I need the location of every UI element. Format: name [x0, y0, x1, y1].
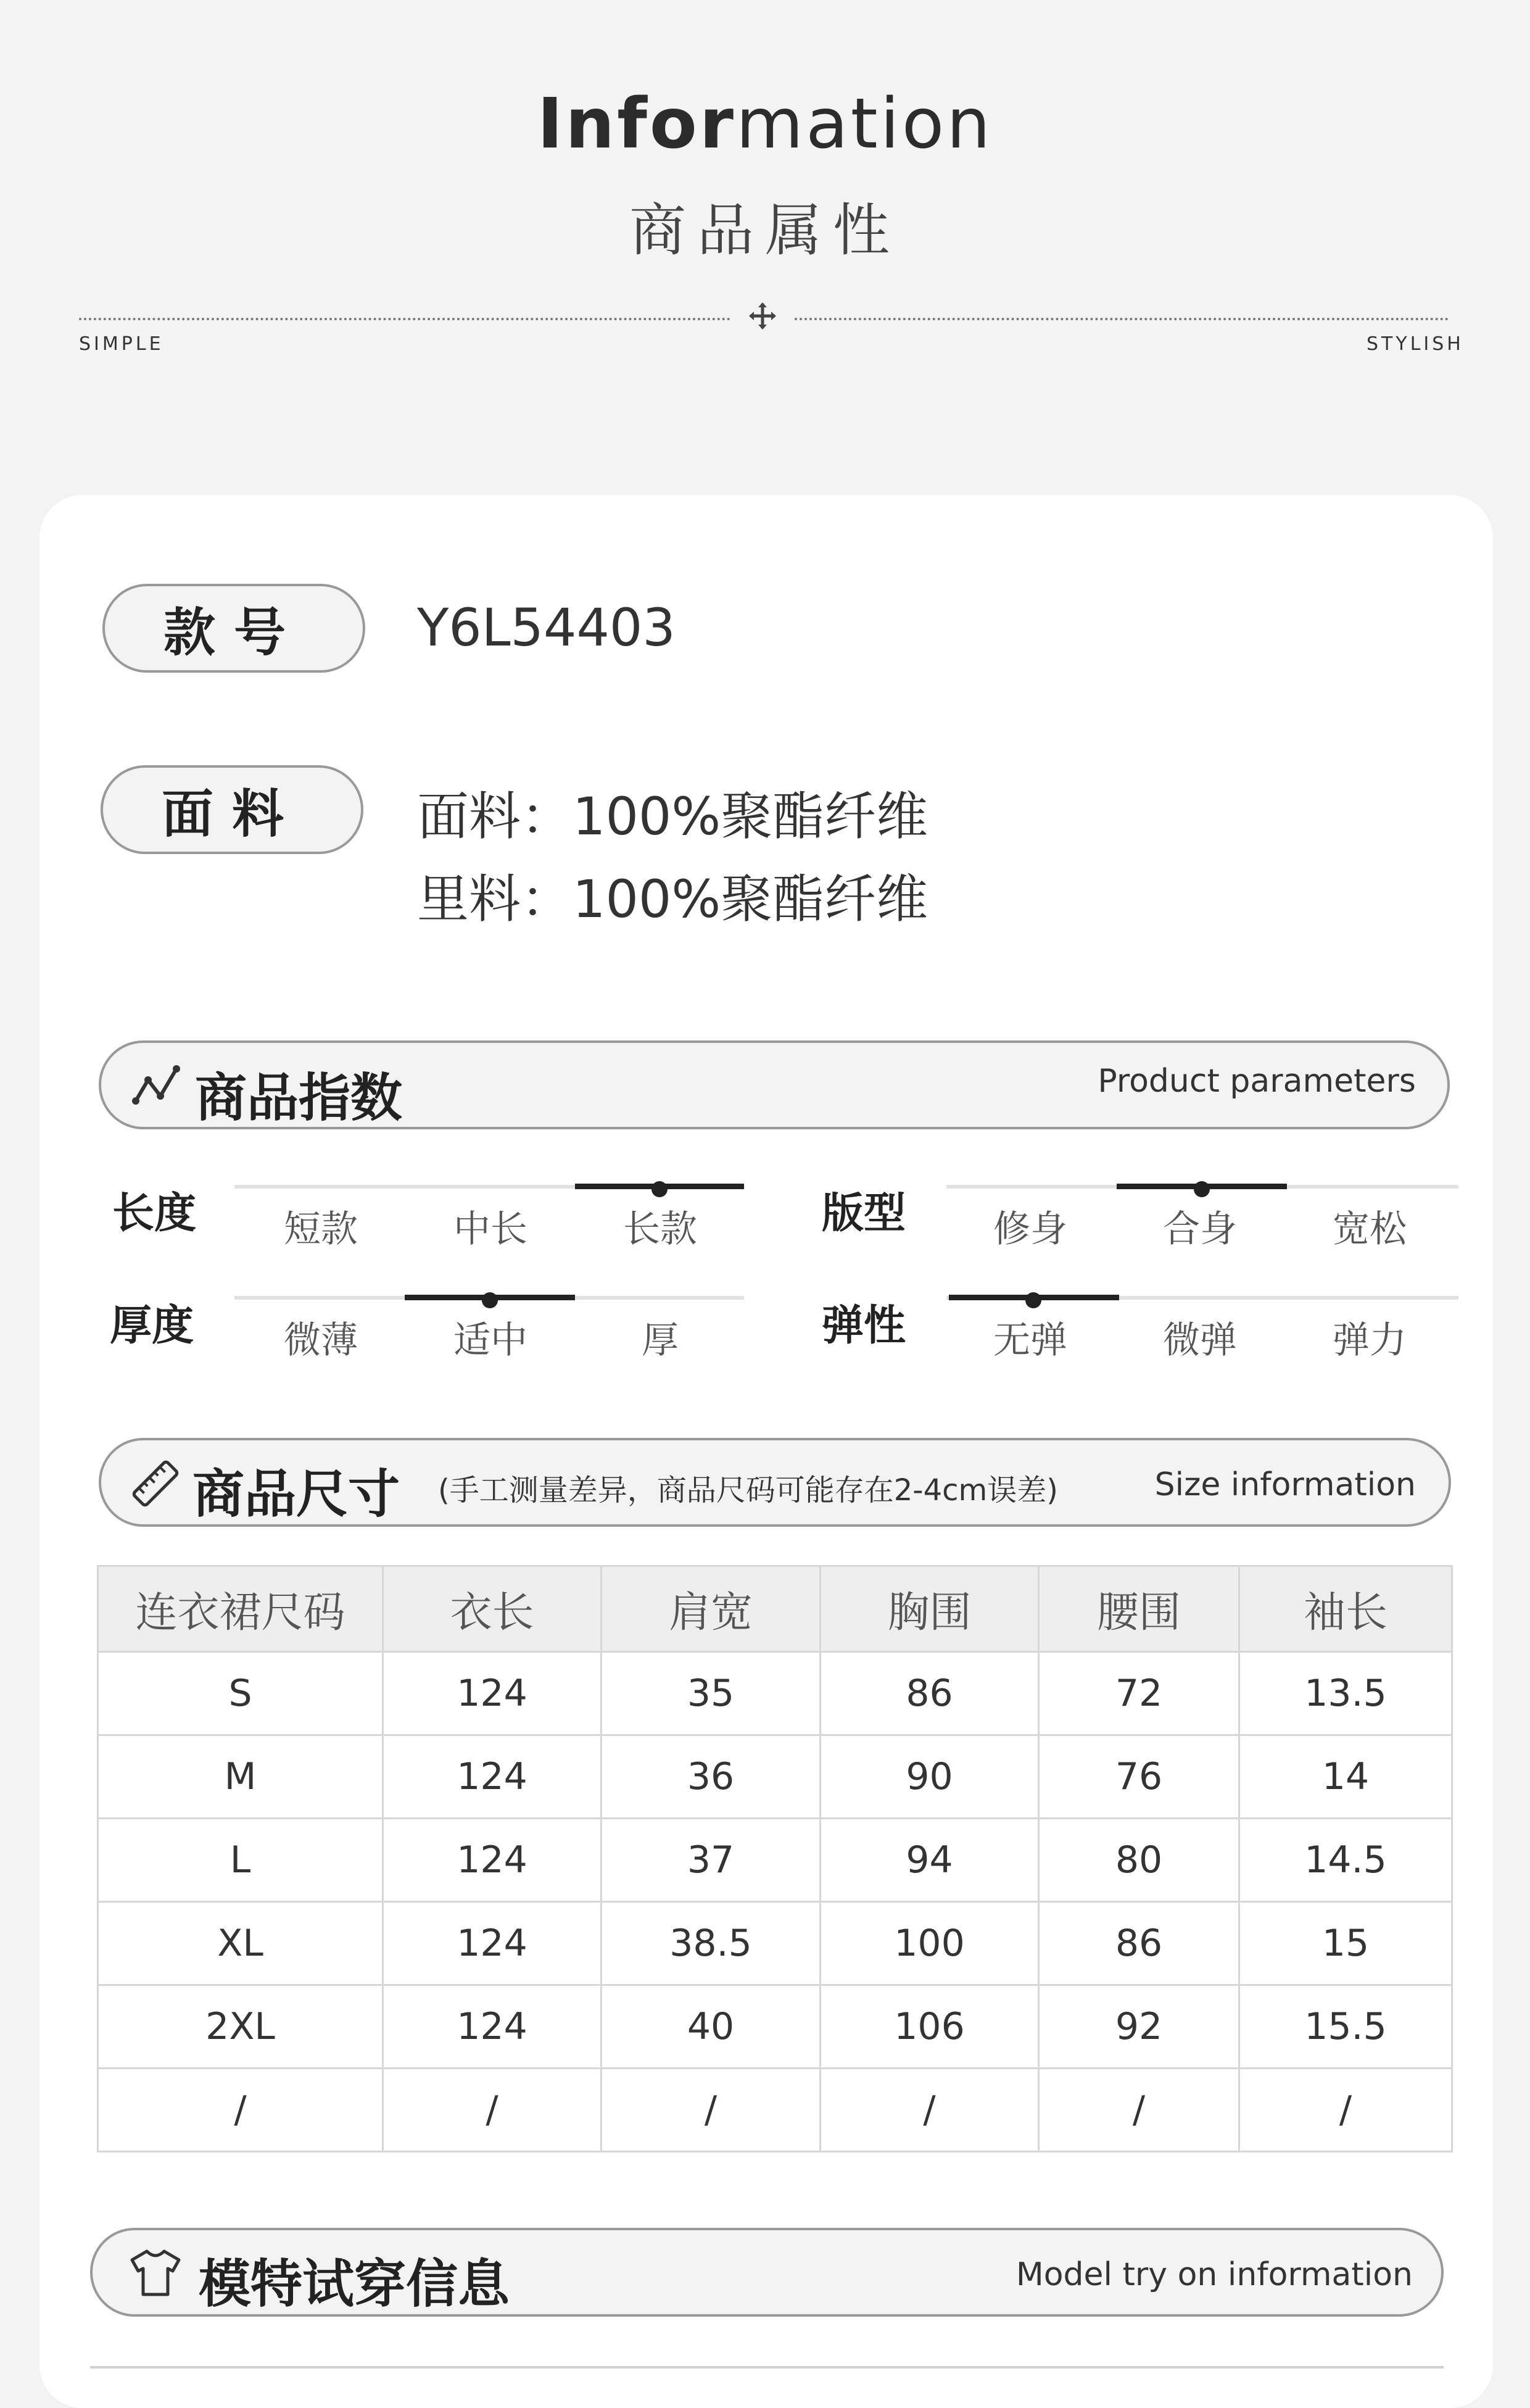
style-no-value: Y6L54403 [417, 597, 676, 658]
option-fit-0: 修身 [993, 1208, 1067, 1251]
option-fit-1: 合身 [1163, 1208, 1237, 1251]
fabric-label: 面料 [161, 783, 302, 844]
table-cell: 106 [821, 1985, 1039, 2069]
table-cell: 15.5 [1239, 1985, 1452, 2069]
table-cell: 76 [1039, 1735, 1239, 1819]
table-row [98, 1985, 1452, 2069]
fabric-line-2: 里料：100%聚酯纤维 [417, 869, 928, 929]
table-cell: 13.5 [1239, 1652, 1452, 1735]
table-cell: 124 [383, 1985, 602, 2069]
table-cell: 14 [1239, 1735, 1452, 1819]
size-note: (手工测量差异，商品尺码可能存在2-4cm误差) [438, 1473, 1059, 1508]
option-elasticity-1: 微弹 [1163, 1319, 1237, 1362]
title-en [0, 84, 1530, 164]
table-cell: 124 [383, 1735, 602, 1819]
option-thickness-0: 微薄 [284, 1319, 358, 1362]
table-cell: / [821, 2069, 1039, 2152]
fabric-line-1: 面料：100%聚酯纤维 [417, 786, 928, 847]
header-length: 衣长 [383, 1566, 602, 1652]
table-cell: XL [98, 1902, 383, 1985]
param-label-thickness: 厚度 [110, 1302, 194, 1350]
option-length-2: 长款 [623, 1208, 697, 1251]
tshirt-icon [127, 2248, 184, 2298]
table-cell: 124 [383, 1902, 602, 1985]
scale-marker-length [651, 1181, 668, 1197]
scale-marker-elasticity [1025, 1292, 1041, 1308]
params-title-en: Product parameters [1098, 1063, 1416, 1100]
table-row [98, 1819, 1452, 1902]
option-elasticity-2: 弹力 [1333, 1319, 1407, 1362]
trend-line-icon [131, 1061, 183, 1111]
header-size: 连衣裙尺码 [98, 1566, 383, 1652]
tag-simple: SIMPLE [79, 333, 164, 355]
table-cell: 14.5 [1239, 1819, 1452, 1902]
size-title: 商品尺寸 [192, 1464, 400, 1524]
title-en-rest: mation [736, 84, 993, 164]
table-cell: M [98, 1735, 383, 1819]
scale-marker-fit [1194, 1181, 1210, 1197]
table-cell: L [98, 1819, 383, 1902]
table-cell: 35 [602, 1652, 821, 1735]
table-cell: 100 [821, 1902, 1039, 1985]
title-en-bold: Infor [537, 84, 737, 164]
option-thickness-1: 适中 [453, 1319, 527, 1362]
bottom-divider [90, 2366, 1444, 2369]
size-title-en: Size information [1154, 1466, 1416, 1503]
title-cn: 商品属性 [629, 197, 901, 264]
table-cell: 2XL [98, 1985, 383, 2069]
tag-stylish: STYLISH [1367, 333, 1464, 355]
option-fit-2: 宽松 [1333, 1208, 1407, 1251]
ruler-icon [128, 1458, 183, 1509]
param-label-length: 长度 [112, 1189, 197, 1238]
model-title: 模特试穿信息 [199, 2254, 510, 2314]
option-length-1: 中长 [453, 1208, 527, 1251]
table-cell: / [1039, 2069, 1239, 2152]
table-cell: 37 [602, 1819, 821, 1902]
option-elasticity-0: 无弹 [993, 1319, 1067, 1362]
header-shoulder: 肩宽 [602, 1566, 821, 1652]
param-label-fit: 版型 [822, 1189, 906, 1238]
table-cell: 94 [821, 1819, 1039, 1902]
divider-left [79, 318, 730, 320]
table-row [98, 2069, 1452, 2152]
fabric-pill [101, 765, 363, 854]
table-cell: 72 [1039, 1652, 1239, 1735]
table-header-row [98, 1566, 1452, 1652]
option-thickness-2: 厚 [642, 1319, 679, 1362]
table-cell: 86 [1039, 1902, 1239, 1985]
header-waist: 腰围 [1039, 1566, 1239, 1652]
table-cell: / [383, 2069, 602, 2152]
table-row [98, 1735, 1452, 1819]
table-row [98, 1902, 1452, 1985]
table-cell: 40 [602, 1985, 821, 2069]
table-cell: / [1239, 2069, 1452, 2152]
style-no-pill [102, 584, 365, 673]
table-cell: S [98, 1652, 383, 1735]
table-cell: 80 [1039, 1819, 1239, 1902]
params-title: 商品指数 [195, 1068, 403, 1128]
table-cell: 90 [821, 1735, 1039, 1819]
table-cell: 124 [383, 1652, 602, 1735]
style-no-label: 款号 [163, 602, 304, 663]
table-cell: 15 [1239, 1902, 1452, 1985]
param-label-elasticity: 弹性 [822, 1302, 906, 1350]
header-sleeve: 袖长 [1239, 1566, 1452, 1652]
header-bust: 胸围 [821, 1566, 1039, 1652]
table-row [98, 1652, 1452, 1735]
table-cell: 86 [821, 1652, 1039, 1735]
table-cell: 36 [602, 1735, 821, 1819]
model-title-en: Model try on information [1015, 2256, 1413, 2293]
option-length-0: 短款 [284, 1208, 358, 1251]
table-cell: / [98, 2069, 383, 2152]
table-cell: 124 [383, 1819, 602, 1902]
table-cell: 38.5 [602, 1902, 821, 1985]
divider-right [795, 318, 1449, 320]
move-cross-icon [748, 301, 777, 331]
size-table [97, 1565, 1453, 2153]
table-cell: / [602, 2069, 821, 2152]
table-cell: 92 [1039, 1985, 1239, 2069]
scale-marker-thickness [482, 1292, 498, 1308]
